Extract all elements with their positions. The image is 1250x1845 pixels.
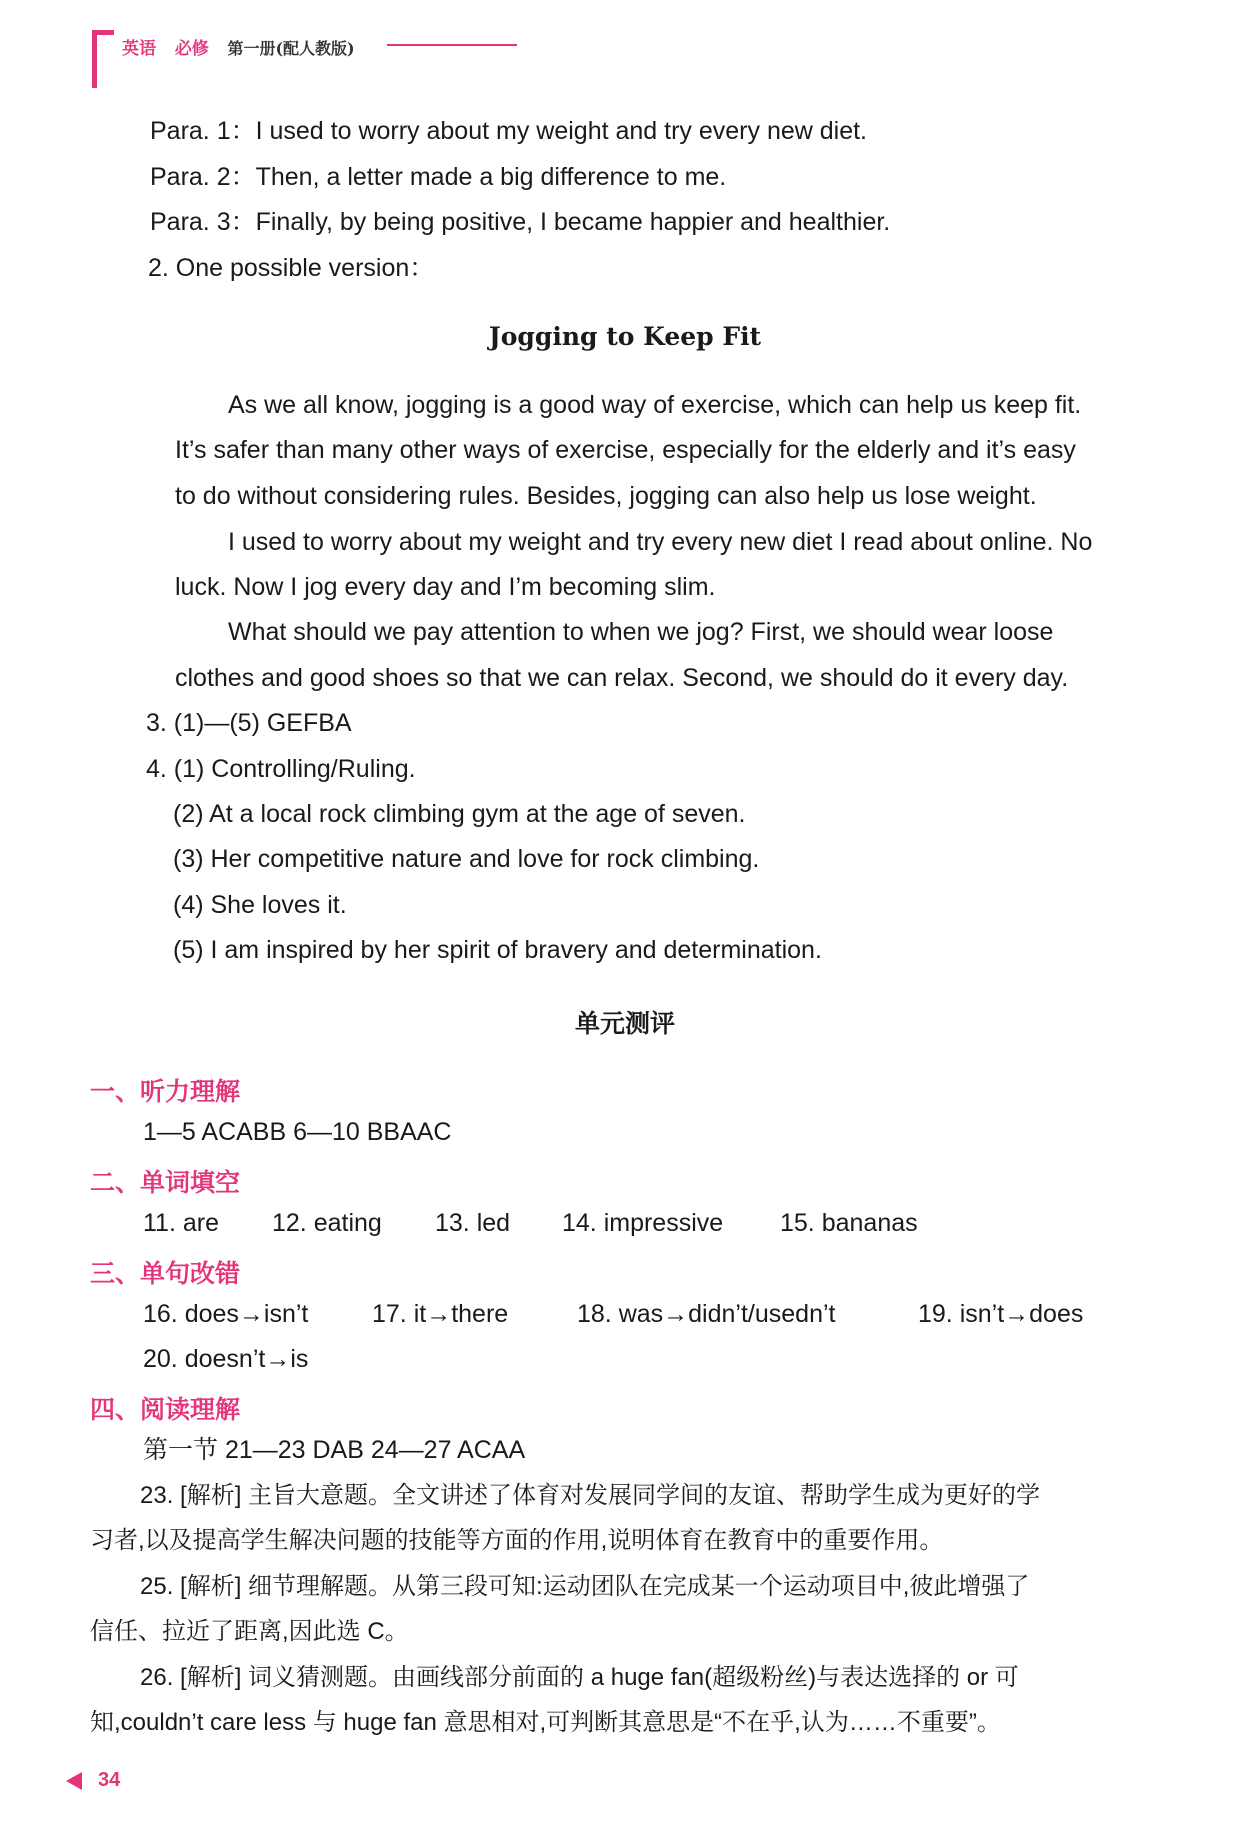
essay-line: It’s safer than many other ways of exercise, especially for the elderly and it’s easy <box>175 436 1076 464</box>
header-volume: 第一册(配人教版) <box>227 39 355 58</box>
section-word-fill-title: 二、单词填空 <box>90 1169 241 1197</box>
answer-item2: 2. One possible version： <box>148 254 435 282</box>
answer-item4-3: (3) Her competitive nature and love for rock climbing. <box>173 845 760 873</box>
header-rule <box>387 44 517 46</box>
page-arrow-icon <box>66 1772 82 1790</box>
word-fill-answer: 11. are <box>143 1209 219 1237</box>
correction-answer: 16. does→isn’t <box>143 1300 309 1328</box>
essay-line: As we all know, jogging is a good way of exercise, which can help us keep fit. <box>228 391 1082 419</box>
correction-answer: 18. was→didn’t/usedn’t <box>577 1300 836 1328</box>
section-listening-title: 一、听力理解 <box>90 1078 241 1106</box>
essay-title: Jogging to Keep Fit <box>488 322 762 351</box>
correction-answer: 19. isn’t→does <box>918 1300 1084 1328</box>
answer-item4-4: (4) She loves it. <box>173 891 347 919</box>
page-header <box>92 30 532 90</box>
listening-answers: 1—5 ACABB 6—10 BBAAC <box>143 1118 452 1146</box>
header-subject: 英语 <box>122 39 156 58</box>
essay-line: luck. Now I jog every day and I’m becoming slim. <box>175 573 716 601</box>
explanation-line: 25. [解析] 细节理解题。从第三段可知:运动团队在完成某一个运动项目中,彼此增强了 <box>140 1573 1030 1600</box>
header-accent-bar <box>92 30 97 88</box>
word-fill-answer: 12. eating <box>272 1209 382 1237</box>
essay-line: What should we pay attention to when we jog? First, we should wear loose <box>228 618 1054 646</box>
answer-item3: 3. (1)—(5) GEFBA <box>146 709 352 737</box>
header-text <box>122 34 355 59</box>
word-fill-answer: 14. impressive <box>562 1209 724 1237</box>
word-fill-answer: 13. led <box>435 1209 511 1237</box>
word-fill-answer: 15. bananas <box>780 1209 918 1237</box>
answer-item4-1: 4. (1) Controlling/Ruling. <box>146 755 416 783</box>
essay-line: clothes and good shoes so that we can relax. Second, we should do it every day. <box>175 664 1069 692</box>
explanation-line: 23. [解析] 主旨大意题。全文讲述了体育对发展同学间的友谊、帮助学生成为更好的学 <box>140 1482 1041 1509</box>
answer-para2: Para. 2：Then, a letter made a big difference to me. <box>150 163 727 191</box>
answer-item4-5: (5) I am inspired by her spirit of bravery and determination. <box>173 936 822 964</box>
correction-answer: 17. it→there <box>372 1300 509 1328</box>
explanation-line: 知,couldn’t care less 与 huge fan 意思相对,可判断其意思是“不在乎,认为……不重要”。 <box>90 1709 1001 1736</box>
explanation-line: 26. [解析] 词义猜测题。由画线部分前面的 a huge fan(超级粉丝)与表达选择的 or 可 <box>140 1664 1019 1691</box>
answer-para3: Para. 3：Finally, by being positive, I became happier and healthier. <box>150 208 891 236</box>
explanation-line: 信任、拉近了距离,因此选 C。 <box>90 1618 409 1645</box>
answer-item4-2: (2) At a local rock climbing gym at the age of seven. <box>173 800 746 828</box>
reading-part1-answers: 第一节 21—23 DAB 24—27 ACAA <box>143 1436 526 1464</box>
header-course: 必修 <box>174 39 209 58</box>
answer-para1: Para. 1：I used to worry about my weight and try every new diet. <box>150 117 868 145</box>
section-correction-title: 三、单句改错 <box>90 1260 241 1288</box>
header-accent-tick <box>92 30 114 35</box>
correction-answer: 20. doesn’t→is <box>143 1345 309 1373</box>
essay-line: I used to worry about my weight and try every new diet I read about online. No <box>228 528 1093 556</box>
essay-line: to do without considering rules. Besides, jogging can also help us lose weight. <box>175 482 1037 510</box>
unit-test-title: 单元测评 <box>574 1009 675 1038</box>
section-reading-title: 四、阅读理解 <box>90 1396 241 1424</box>
page-number: 34 <box>98 1769 121 1791</box>
explanation-line: 习者,以及提高学生解决问题的技能等方面的作用,说明体育在教育中的重要作用。 <box>90 1527 944 1554</box>
